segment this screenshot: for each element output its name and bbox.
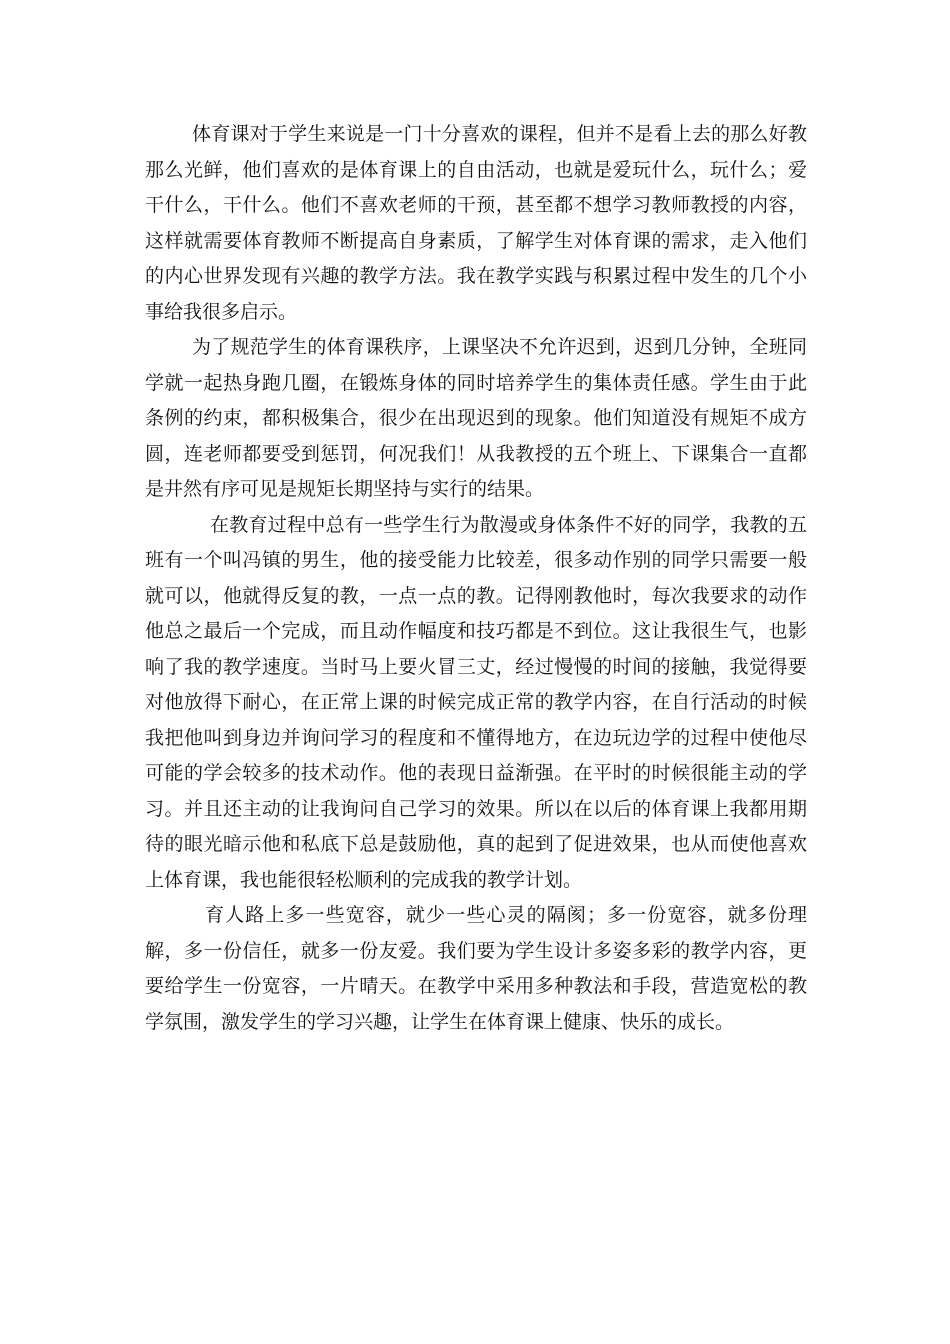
paragraph-1: 体育课对于学生来说是一门十分喜欢的课程，但并不是看上去的那么好教那么光鲜，他们喜欢的是体育课上的自由活动，也就是爱玩什么，玩什么；爱干什么，干什么。他们不喜欢老师的干预，甚至都不想学习教师教授的内容，这样就需要体育教师不断提高自身素质，了解学生对体育课的需求，走入他们的内心世界发现有兴趣的教学方法。我在教学实践与积累过程中发生的几个小事给我很多启示。 [145, 123, 807, 323]
paragraph-3: 在教育过程中总有一些学生行为散漫或身体条件不好的同学，我教的五班有一个叫冯镇的男生，他的接受能力比较差，很多动作别的同学只需要一般就可以，他就得反复的教，一点一点的教。记得刚教他时，每次我要求的动作他总之最后一个完成，而且动作幅度和技巧都是不到位。这让我很生气，也影响了我的教学速度。当时马上要火冒三丈，经过慢慢的时间的接触，我觉得要对他放得下耐心，在正常上课的时候完成正常的教学内容，在自行活动的时候我把他叫到身边并询问学习的程度和不懂得地方，在边玩边学的过程中使他尽可能的学会较多的技术动作。他的表现日益渐强。在平时的时候很能主动的学习。并且还主动的让我询问自己学习的效果。所以在以后的体育课上我都用期待的眼光暗示他和私底下总是鼓励他，真的起到了促进效果，也从而使他喜欢上体育课，我也能很轻松顺利的完成我的教学计划。 [145, 513, 807, 891]
document-body [145, 117, 807, 1040]
paragraph-4: 育人路上多一些宽容，就少一些心灵的隔阂；多一份宽容，就多份理解，多一份信任，就多一份友爱。我们要为学生设计多姿多彩的教学内容，更要给学生一份宽容，一片晴天。在教学中采用多种教法和手段，营造宽松的教学氛围，激发学生的学习兴趣，让学生在体育课上健康、快乐的成长。 [145, 904, 807, 1033]
paragraph-2: 为了规范学生的体育课秩序，上课坚决不允许迟到，迟到几分钟，全班同学就一起热身跑几圈，在锻炼身体的同时培养学生的集体责任感。学生由于此条例的约束，都积极集合，很少在出现迟到的现象。他们知道没有规矩不成方圆，连老师都要受到惩罚，何况我们！从我教授的五个班上、下课集合一直都是井然有序可见是规矩长期坚持与实行的结果。 [145, 336, 807, 500]
